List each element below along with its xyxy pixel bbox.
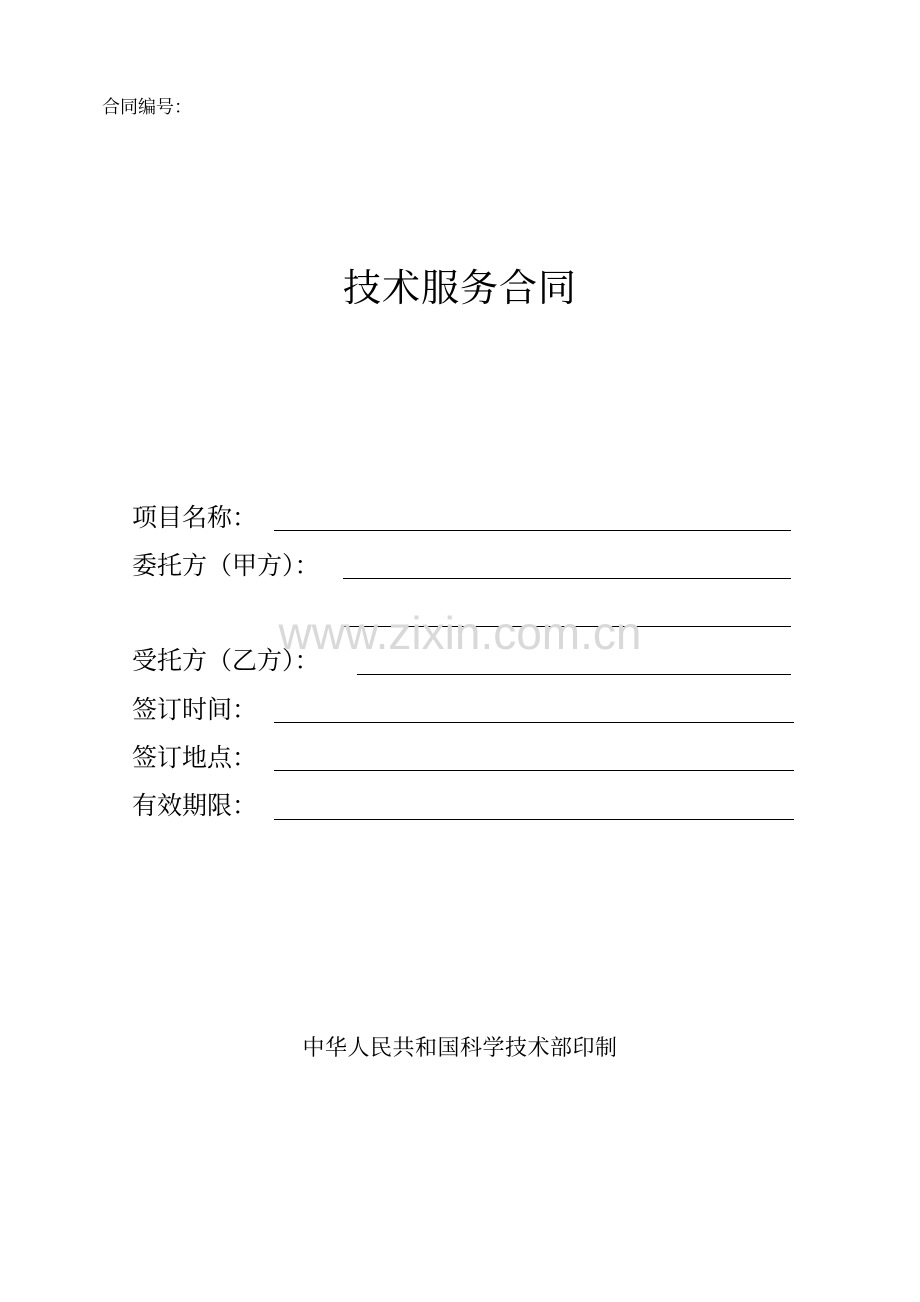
signing-place-line — [274, 770, 794, 771]
signing-place-label: 签订地点： — [132, 743, 258, 772]
document-title: 技术服务合同 — [342, 266, 577, 310]
validity-period-line — [274, 819, 794, 820]
client-label: 委托方（甲方）： — [132, 551, 320, 580]
validity-period-label: 有效期限： — [132, 791, 258, 820]
signing-time-label: 签订时间： — [132, 695, 258, 724]
watermark: www.zixin.com.cn — [278, 607, 642, 659]
contractor-line — [357, 674, 791, 675]
project-name-label: 项目名称： — [132, 503, 258, 532]
contractor-label: 受托方（乙方）： — [132, 646, 320, 675]
contract-number-label: 合同编号： — [102, 97, 192, 118]
client-line — [343, 578, 791, 579]
issuer-footer: 中华人民共和国科学技术部印制 — [302, 1036, 618, 1061]
project-name-line — [274, 530, 791, 531]
signing-time-line — [274, 722, 794, 723]
